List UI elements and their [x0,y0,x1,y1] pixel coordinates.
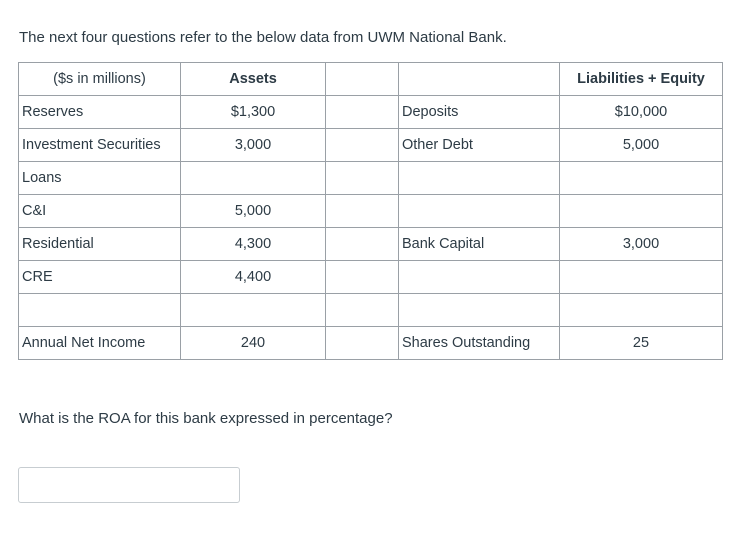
row-label: CRE [19,261,181,294]
liability-label [399,162,560,195]
liability-label [399,195,560,228]
assets-value: 4,400 [181,261,326,294]
liability-value: 25 [560,327,723,360]
assets-value: $1,300 [181,96,326,129]
assets-value [181,162,326,195]
table-row [19,228,723,261]
row-label [19,294,181,327]
table-row [19,96,723,129]
row-label: Annual Net Income [19,327,181,360]
intro-text: The next four questions refer to the below data from UWM National Bank. [19,29,507,46]
liability-value [560,195,723,228]
answer-input[interactable] [18,467,240,503]
liability-label [399,261,560,294]
table-row [19,195,723,228]
liability-label: Shares Outstanding [399,327,560,360]
liability-value: $10,000 [560,96,723,129]
spacer-cell [326,129,399,162]
spacer-cell [326,162,399,195]
row-label: C&I [19,195,181,228]
liability-value [560,294,723,327]
liability-value: 3,000 [560,228,723,261]
table-row [19,327,723,360]
liabilities-equity-header: Liabilities + Equity [560,63,723,96]
spacer-cell [326,261,399,294]
spacer-cell [326,327,399,360]
table-row [19,261,723,294]
table-header-row [19,63,723,96]
table-row [19,129,723,162]
row-label: Loans [19,162,181,195]
liability-value [560,261,723,294]
spacer-header [326,63,399,96]
assets-value: 5,000 [181,195,326,228]
assets-value: 4,300 [181,228,326,261]
row-label: Investment Securities [19,129,181,162]
table-row [19,294,723,327]
liability-label [399,294,560,327]
liability-value: 5,000 [560,129,723,162]
row-label: Residential [19,228,181,261]
assets-value: 240 [181,327,326,360]
row-label: Reserves [19,96,181,129]
table-row [19,162,723,195]
liab-label-header [399,63,560,96]
spacer-cell [326,294,399,327]
liability-label: Other Debt [399,129,560,162]
question-text: What is the ROA for this bank expressed in percentage? [19,410,393,427]
assets-value: 3,000 [181,129,326,162]
spacer-cell [326,195,399,228]
liability-label: Deposits [399,96,560,129]
spacer-cell [326,228,399,261]
units-header: ($s in millions) [19,63,181,96]
liability-value [560,162,723,195]
liability-label: Bank Capital [399,228,560,261]
balance-sheet-table [18,62,723,360]
assets-header: Assets [181,63,326,96]
spacer-cell [326,96,399,129]
assets-value [181,294,326,327]
